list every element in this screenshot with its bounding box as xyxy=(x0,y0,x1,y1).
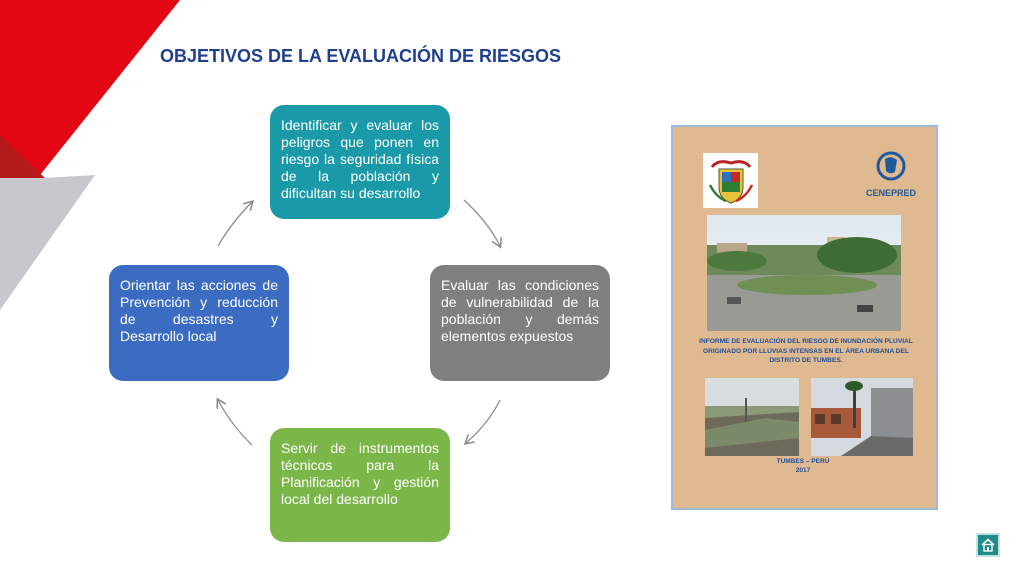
page-title: OBJETIVOS DE LA EVALUACIÓN DE RIESGOS xyxy=(160,46,562,66)
report-year: 2017 xyxy=(795,467,811,474)
city-square-photo xyxy=(707,215,901,331)
arrow-right-bottom xyxy=(466,400,500,443)
cenepred-logo-text: CENEPRED xyxy=(865,188,916,198)
report-cover xyxy=(671,125,938,510)
cenepred-emblem-icon xyxy=(876,151,906,181)
arrow-left-top xyxy=(218,202,252,246)
arrow-bottom-left xyxy=(218,400,252,445)
cycle-step-orient: Orientar las acciones de Prevención y reducción de desastres y Desarrollo local xyxy=(109,265,289,381)
coat-of-arms-icon xyxy=(703,153,758,208)
report-place: TUMBES – PERÚ xyxy=(776,458,830,465)
street-photo xyxy=(811,378,913,456)
cycle-step-instruments: Servir de instrumentos técnicos para la Planificación y gestión local del desarrollo xyxy=(270,428,450,542)
home-button[interactable] xyxy=(976,533,1000,557)
cenepred-logo xyxy=(849,151,933,213)
arrow-top-right xyxy=(464,200,500,246)
report-place-year xyxy=(733,457,873,475)
river-photo xyxy=(705,378,799,456)
cycle-step-identify: Identificar y evaluar los peligros que ponen en riesgo la seguridad física de la población y dificultan su desarrollo xyxy=(270,105,450,219)
report-title: INFORME DE EVALUACIÓN DEL RIESGO DE INUNDACIÓN PLUVIAL ORIGINADO POR LLUVIAS INTENSAS EN EL ÁREA URBANA DEL DISTRITO DE TUMBES. xyxy=(699,338,913,364)
cycle-step-evaluate: Evaluar las condiciones de vulnerabilidad de la población y demás elementos expuestos xyxy=(430,265,610,381)
home-icon xyxy=(980,537,996,553)
